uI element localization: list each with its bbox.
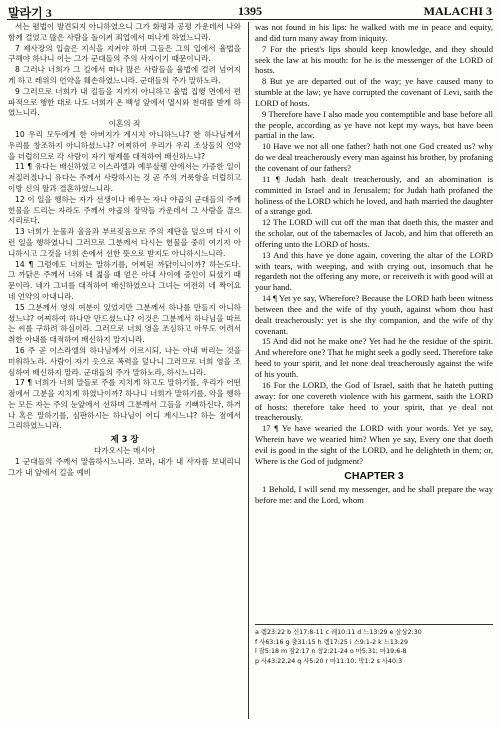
verse-paragraph: 17 ¶ Ye have wearied the LORD with your words. Yet ye say, Wherein have we wearied him? When ye say, Every one that doeth evil is good in the sight of the LORD, and he delighteth in them; or, Where is the God of judgment? <box>255 423 493 466</box>
footnote-line: f 사63:16 g 출31:15 h 렘17:25 i 스9:1-2 k 느13:29 <box>255 638 409 646</box>
verse-paragraph: 15 And did not he make one? Yet had he the residue of the spirit. And wherefore one? That he might seek a godly seed. Therefore take heed to your spirit, and let none deal treacherously against the wife of his youth. <box>255 336 493 379</box>
header-book-english: MALACHI 3 <box>423 4 492 18</box>
verse-paragraph: 14 ¶ 그럼에도 너희는 말하기를, 어찌된 까닭이니이까? 하는도다. 그 까닭은 주께서 너와 네 젊을 때 얻은 아내 사이에 증인이 되셨기 때문이라. 네가 그녀를 대적하여 배신하였으나 그녀는 여전히 네 짝이요 네 언약의 아내니라. <box>8 259 241 301</box>
verse-paragraph: 1 군대들의 주께서 말씀하시느니라. 보라, 내가 내 사자를 보내리니 그가 내 앞에서 길을 예비 <box>8 456 241 477</box>
chapter-heading: CHAPTER 3 <box>344 469 404 482</box>
section-subheading: 다가오시는 메시아 <box>93 446 156 456</box>
verse-paragraph: 17 ¶ 너희가 너희 말들로 주를 지치게 하고도 말하기를, 우리가 어떤 점에서 그분을 지치게 하였나이까? 하나니 너희가 말하기를, 악을 행하는 모든 자는 주의 눈앞에서 선하며 그분께서 그들을 기뻐하신다, 하거나 혹은 말하기를, 심판하시는 하나님이 어디 계시느냐? 하는 점에서 그리하였느니라. <box>8 378 241 431</box>
verse-paragraph: 13 And this have ye done again, covering the altar of the LORD with tears, with weeping, and with crying out, insomuch that he regardeth not the offering any more, or receiveth it with good will at your hand. <box>255 249 493 293</box>
verse-paragraph: 16 주 곧 이스라엘의 하나님께서 이르시되, 나는 아내 버리는 것을 미워하노라. 사람이 자기 옷으로 폭력을 덮나니 그러므로 너희 영을 조심하여 배신하지 말라. 군대들의 주가 말하노라, 하시느니라. <box>8 345 241 377</box>
verse-paragraph: 15 그분께서 영의 여분이 있었지만 그분께서 하나를 만들지 아니하셨느냐? 어찌하여 하나만 만드셨느냐? 이것은 그분께서 하나님을 따르는 씨를 구하려 하심이라. 그러므로 너희 영을 조심하고 아무도 어려서 취한 아내를 대적하여 배신하지 말지니라. <box>8 302 241 345</box>
verse-paragraph: 12 이 일을 행하는 자가 선생이나 배우는 자나 야곱의 군대들의 주께 헌물을 드리는 자라도 주께서 야곱의 장막들 가운데서 그 사람을 끊으시리로다. <box>8 194 241 226</box>
chapter-heading: 제 3 장 <box>110 434 139 445</box>
verse-paragraph: 1 Behold, I will send my messenger, and he shall prepare the way before me: and the Lord, whom <box>255 484 493 506</box>
cross-reference-footnotes <box>255 624 493 726</box>
verse-paragraph: was not found in his lips: he walked with me in peace and equity, and did turn many away from iniquity. <box>255 22 493 43</box>
verse-paragraph: 11 ¶ Judah hath dealt treacherously, and an abomination is committed in Israel and in Jerusalem; for Judah hath profaned the holiness of the LORD which he loved, and hath married the daughter of a strange god. <box>255 173 493 217</box>
verse-paragraph: 9 Therefore have I also made you contemptible and base before all the people, according as ye have not kept my ways, but have been partial in the law. <box>255 108 493 141</box>
column-divider <box>248 22 249 719</box>
header-book-korean: 말라기 3 <box>8 6 52 20</box>
verse-paragraph: 13 너희가 눈물과 울음과 부르짖음으로 주의 제단을 덮으며 다시 이런 일을 행하였나니 그러므로 그분께서 다시는 헌물을 중히 여기지 아니하시고 그것을 너희 손에서 선한 뜻으로 받지도 아니하시느니라. <box>8 227 241 258</box>
verse-paragraph: 7 For the priest's lips should keep knowledge, and they should seek the law at his mouth: for he is the messenger of the LORD of hosts. <box>255 43 493 76</box>
verse-paragraph: 8 그러나 너희가 그 길에서 떠나 많은 사람들을 율법에 걸려 넘어지게 하고 레위의 언약을 훼손하였느니라. 군대들의 주가 말하노라. <box>8 65 241 85</box>
verse-paragraph: 9 그러므로 너희가 내 길들을 지키지 아니하고 율법 집행 면에서 편파적으로 행한 대로 나도 너희가 온 백성 앞에서 멸시와 천대를 받게 하였느니라. <box>8 86 241 118</box>
verse-paragraph: 서는 폄법이 발견되지 아니하였으니 그가 화평과 공평 가운데서 나와 함께 걸었고 많은 사람을 돌이켜 죄업에서 떠나게 하였느니라. <box>8 22 241 42</box>
footnote-line: a 렘23:22 b 신17:8-11 c 레10:11 d 느13:29 e 삼상2:30 <box>255 629 422 636</box>
english-text-column <box>255 22 493 620</box>
verse-paragraph: 16 For the LORD, the God of Israel, saith that he hateth putting away: for one covereth violence with his garment, saith the LORD of hosts: therefore take heed to your spirit, that ye deal not treacherously. <box>255 379 493 423</box>
verse-paragraph: 10 Have we not all one father? hath not one God created us? why do we deal treacherously every man against his brother, by profaning the covenant of our fathers? <box>255 141 493 173</box>
verse-paragraph: 10 우리 모두에게 한 아버지가 계시지 아니하느냐? 한 하나님께서 우리를 창조하지 아니하셨느냐? 어찌하여 우리가 우리 조상들의 언약을 더럽히므로 각 사람이 자기 형제를 대적하여 배신하느냐? <box>8 129 241 161</box>
verse-paragraph: 11 ¶ 유다는 배신하였고 이스라엘과 예루살렘 안에서는 가증한 일이 저질러졌나니 유다는 주께서 사랑하시는 것 곧 주의 거룩함을 더럽히고 이방 신의 딸과 결혼하였느니라. <box>8 162 241 193</box>
running-header <box>7 3 493 20</box>
page-number: 1395 <box>238 4 262 18</box>
footnote-line: l 잠5:18 m 잠2:17 n 창2:21-24 o 마5:31; 마19:6-8 <box>255 648 407 656</box>
verse-paragraph: 8 But ye are departed out of the way; ye have caused many to stumble at the law; ye have corrupted the covenant of Levi, saith the LORD of hosts. <box>255 76 493 108</box>
footnote-line: p 사43:22,24 q 사5:20 r 마11:10; 막1:2 s 사40:3 <box>255 658 403 666</box>
verse-paragraph: 7 제사장의 입술은 지식을 지켜야 하며 그들은 그의 입에서 율법을 구해야 하나니 이는 그가 군대들의 주의 사자이기 때문이니라. <box>8 43 241 64</box>
verse-paragraph: 12 The LORD will cut off the man that doeth this, the master and the scholar, out of the tabernacles of Jacob, and him that offereth an offering unto the LORD of hosts. <box>255 217 493 249</box>
korean-text-column <box>8 22 241 719</box>
verse-paragraph: 14 ¶ Yet ye say, Wherefore? Because the LORD hath been witness between thee and the wife of thy youth, against whom thou hast dealt treacherously: yet is she thy companion, and the wife of thy covenant. <box>255 293 493 336</box>
section-subheading: 이혼의 죄 <box>108 119 141 129</box>
